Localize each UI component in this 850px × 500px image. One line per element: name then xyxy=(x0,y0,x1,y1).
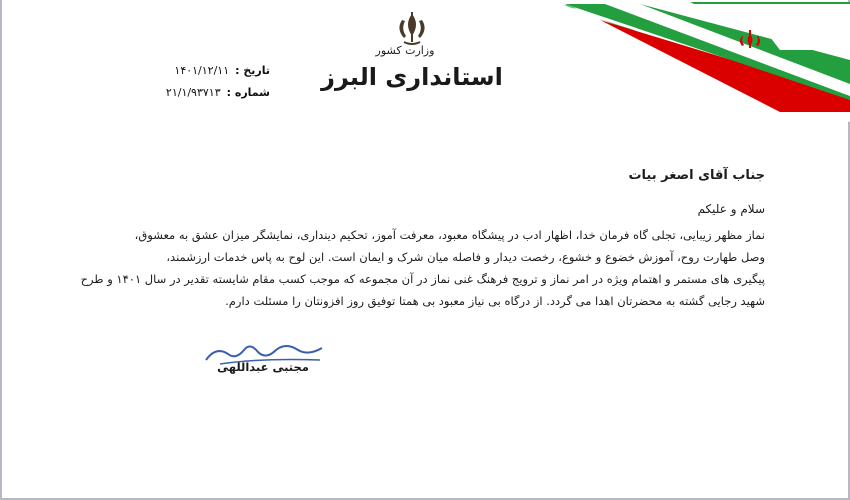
letter-body xyxy=(80,168,765,312)
body-line-3: پیگیری های مستمر و اهتمام ویژه در امر نماز و ترویج فرهنگ غنی نماز در آن مجموعه که موجب کسب مقام شایسته تقدیر در سال ۱۴۰۱ و طرح xyxy=(80,272,765,286)
date-label: تاریخ : xyxy=(235,64,270,77)
number-value: ۲۱/۱/۹۳۷۱۳ xyxy=(165,86,221,99)
date-value: ۱۴۰۱/۱۲/۱۱ xyxy=(174,64,230,77)
body-line-2: وصل طهارت روح، آموزش خضوع و خشوع، رخصت دیدار و فاصله میان شرک و ایمان است. این لوح به پاس خدمات ارزشمند، xyxy=(166,250,765,264)
date-field xyxy=(140,64,270,77)
recipient-line: جناب آقای اصغر بیات xyxy=(628,168,765,183)
number-label: شماره : xyxy=(226,86,270,99)
body-line-1: نماز مظهر زیبایی، تجلی گاه فرمان خدا، اظهار ادب در پیشگاه معبود، معرفت آموز، تحکیم دینداری، نمایشگر میزان عشق به معشوق، xyxy=(134,228,765,242)
greeting-line: سلام و علیکم xyxy=(697,202,765,216)
signer-name: مجتبی عبداللهی xyxy=(217,360,309,374)
ministry-name: وزارت کشور xyxy=(375,44,435,57)
governorate-name: استانداری البرز xyxy=(321,63,503,91)
body-line-4: شهید رجایی گشته به محضرتان اهدا می گردد. از درگاه بی نیاز معبود بی همتا توفیق روز افزونتان را مسئلت دارم. xyxy=(225,294,765,308)
number-field xyxy=(140,86,270,99)
